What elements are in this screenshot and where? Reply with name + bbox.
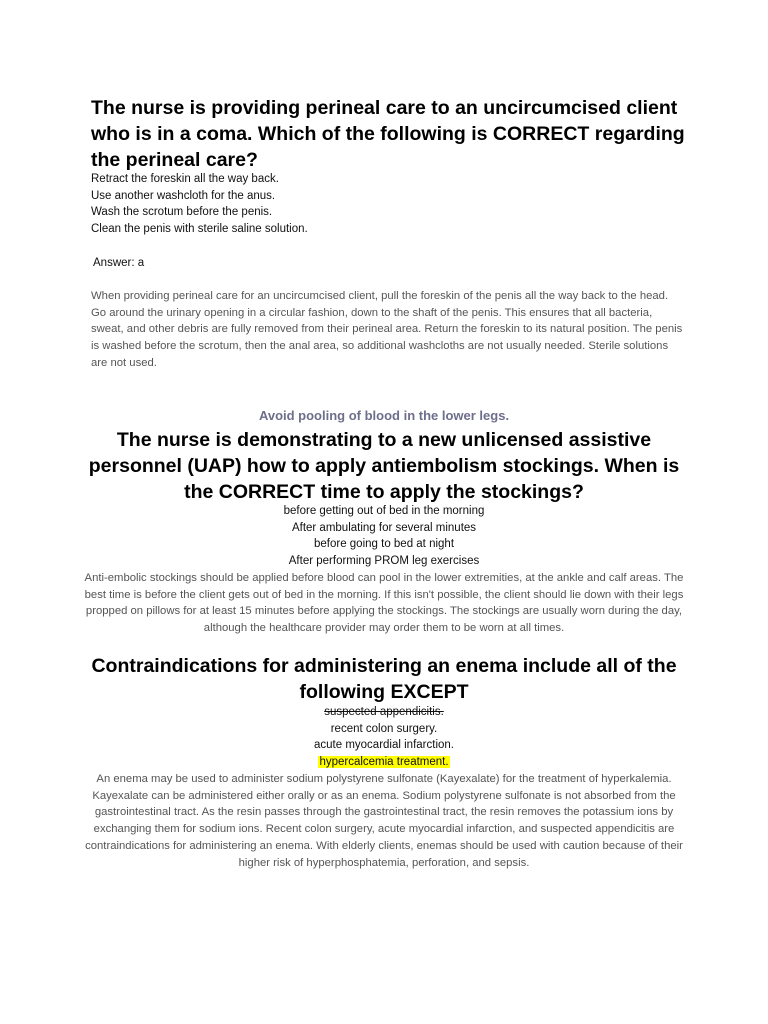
question-1-option-c: Wash the scrotum before the penis. <box>91 206 273 219</box>
question-2-option-b: After ambulating for several minutes <box>291 521 477 534</box>
question-3-option-d-highlighted: hypercalcemia treatment. <box>319 756 449 769</box>
question-3-option-a-struck: suspected appendicitis. <box>324 706 444 718</box>
question-2-option-a: before getting out of bed in the morning <box>283 505 485 517</box>
question-1-options <box>91 171 691 238</box>
question-2-option-c: before going to bed at night <box>313 538 455 551</box>
question-2-option-d: After performing PROM leg exercises <box>288 555 480 568</box>
question-2-options <box>84 503 684 570</box>
question-1-option-a: Retract the foreskin all the way back. <box>91 173 279 185</box>
question-1-option-d: Clean the penis with sterile saline solution. <box>91 223 308 236</box>
question-3-option-c: acute myocardial infarction. <box>314 739 454 752</box>
question-1-option-b: Use another washcloth for the anus. <box>91 189 276 202</box>
question-3-heading: Contraindications for administering an enema include all of the following EXCEPT <box>91 655 677 703</box>
question-3-option-b: recent colon surgery. <box>330 722 438 735</box>
question-2-explanation: Anti-embolic stockings should be applied before blood can pool in the lower extremities, at the ankle and calf areas. The best time is before the client gets out of bed in the morning. If this isn't possible, the client should lie down with their legs propped on pillows for at least 15 minutes before applying the stockings. The stockings are usually worn during the day, although the healthcare provider may order them to be worn at all times. <box>84 572 684 635</box>
question-1-heading: The nurse is providing perineal care to an uncircumcised client who is in a coma. Which of the following is CORRECT regarding the perineal care? <box>91 97 685 171</box>
question-2-heading: The nurse is demonstrating to a new unlicensed assistive personnel (UAP) how to apply antiembolism stockings. When is the CORRECT time to apply the stockings? <box>88 429 680 503</box>
question-1-explanation: When providing perineal care for an uncircumcised client, pull the foreskin of the penis all the way back to the head. Go around the urinary opening in a circular fashion, down to the shaft of the penis. This ensures that all bacteria, sweat, and other debris are fully removed from their perineal area. Return the foreskin to its natural position. The penis is washed before the scrotum, then the anal area, so additional washcloths are not usually needed. Sterile solutions are not used. <box>91 290 683 369</box>
question-3-options <box>84 704 684 771</box>
question-2-subheading: Avoid pooling of blood in the lower legs. <box>258 408 510 423</box>
question-1-answer: Answer: a <box>93 257 145 269</box>
question-3-explanation: An enema may be used to administer sodium polystyrene sulfonate (Kayexalate) for the treatment of hyperkalemia. Kayexalate can be administered either orally or as an enema. Sodium polystyrene sulfonate is not absorbed from the gastrointestinal tract. As the resin passes through the gastrointestinal tract, the resin removes the potassium ions by exchanging them for sodium ions. Recent colon surgery, acute myocardial infarction, and suspected appendicitis are contraindications for administering an enema. With elderly clients, enemas should be used with caution because of their higher risk of hyperphosphatemia, perforation, and sepsis. <box>85 773 683 869</box>
